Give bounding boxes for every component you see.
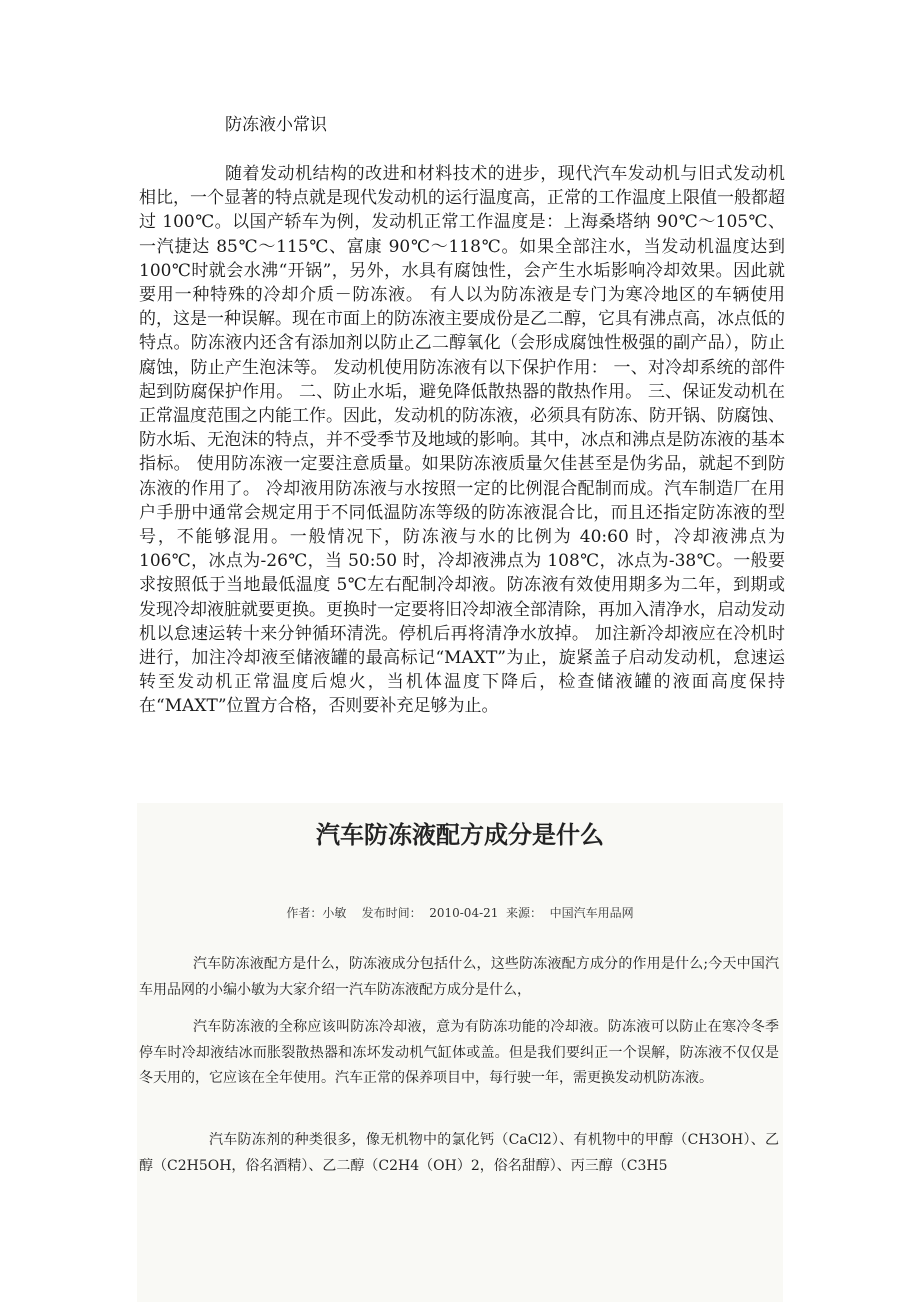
article-paragraph-1: 汽车防冻液配方是什么，防冻液成分包括什么，这些防冻液配方成分的作用是什么;今天中国汽车用品网的小编小敏为大家介绍一汽车防冻液配方成分是什么，: [139, 956, 779, 998]
article-title: 汽车防冻液配方成分是什么: [316, 820, 604, 849]
section-title: 防冻液小常识: [225, 115, 327, 135]
article-panel: [137, 803, 783, 1302]
article-paragraph-3: 汽车防冻剂的种类很多，像无机物中的氯化钙（CaCl2）、有机物中的甲醇（CH3OH）、乙醇（C2H5OH，俗名酒精）、乙二醇（C2H4（OH）2，俗名甜醇）、丙三醇（C3H5: [139, 1132, 779, 1174]
article-paragraph-2: 汽车防冻液的全称应该叫防冻冷却液，意为有防冻功能的冷却液。防冻液可以防止在寒冷冬季停车时冷却液结冰而胀裂散热器和冻坏发动机气缸体或盖。但是我们要纠正一个误解，防冻液不仅仅是冬天用的，它应该在全年使用。汽车正常的保养项目中，每行驶一年，需更换发动机防冻液。: [139, 1019, 779, 1086]
section-body: 随着发动机结构的改进和材料技术的进步，现代汽车发动机与旧式发动机相比，一个显著的特点就是现代发动机的运行温度高，正常的工作温度上限值一般都超过 100℃。以国产轿车为例，发动机正常工作温度是：上海桑塔纳 90℃～105℃、一汽捷达 85℃～115℃、富康 90℃～118℃。如果全部注水，当发动机温度达到 100℃时就会水沸“开锅”，另外，水具有腐蚀性，会产生水垢影响冷却效果。因此就要用一种特殊的冷却介质－防冻液。 有人以为防冻液是专门为寒冷地区的车辆使用的，这是一种误解。现在市面上的防冻液主要成份是乙二醇，它具有沸点高，冰点低的特点。防冻液内还含有添加剂以防止乙二醇氧化（会形成腐蚀性极强的副产品），防止腐蚀，防止产生泡沫等。 发动机使用防冻液有以下保护作用： 一、对冷却系统的部件起到防腐保护作用。 二、防止水垢，避免降低散热器的散热作用。 三、保证发动机在正常温度范围之内能工作。因此，发动机的防冻液，必须具有防冻、防开锅、防腐蚀、防水垢、无泡沫的特点，并不受季节及地域的影响。其中，冰点和沸点是防冻液的基本指标。 使用防冻液一定要注意质量。如果防冻液质量欠佳甚至是伪劣品，就起不到防冻液的作用了。 冷却液用防冻液与水按照一定的比例混合配制而成。汽车制造厂在用户手册中通常会规定用于不同低温防冻等级的防冻液混合比，而且还指定防冻液的型号，不能够混用。一般情况下，防冻液与水的比例为 40:60 时，冷却液沸点为 106℃，冰点为-26℃，当 50:50 时，冷却液沸点为 108℃，冰点为-38℃。一般要求按照低于当地最低温度 5℃左右配制冷却液。防冻液有效使用期多为二年，到期或发现冷却液脏就要更换。更换时一定要将旧冷却液全部清除，再加入清净水，启动发动机以怠速运转十来分钟循环清洗。停机后再将清净水放掉。 加注新冷却液应在冷机时进行，加注冷却液至储液罐的最高标记“MAXT”为止，旋紧盖子启动发动机，怠速运转至发动机正常温度后熄火，当机体温度下降后，检查储液罐的液面高度保持在“MAXT”位置方合格，否则要补充足够为止。: [139, 164, 785, 717]
article-meta: 作者：小敏 发布时间： 2010-04-21 来源： 中国汽车用品网: [286, 906, 634, 920]
